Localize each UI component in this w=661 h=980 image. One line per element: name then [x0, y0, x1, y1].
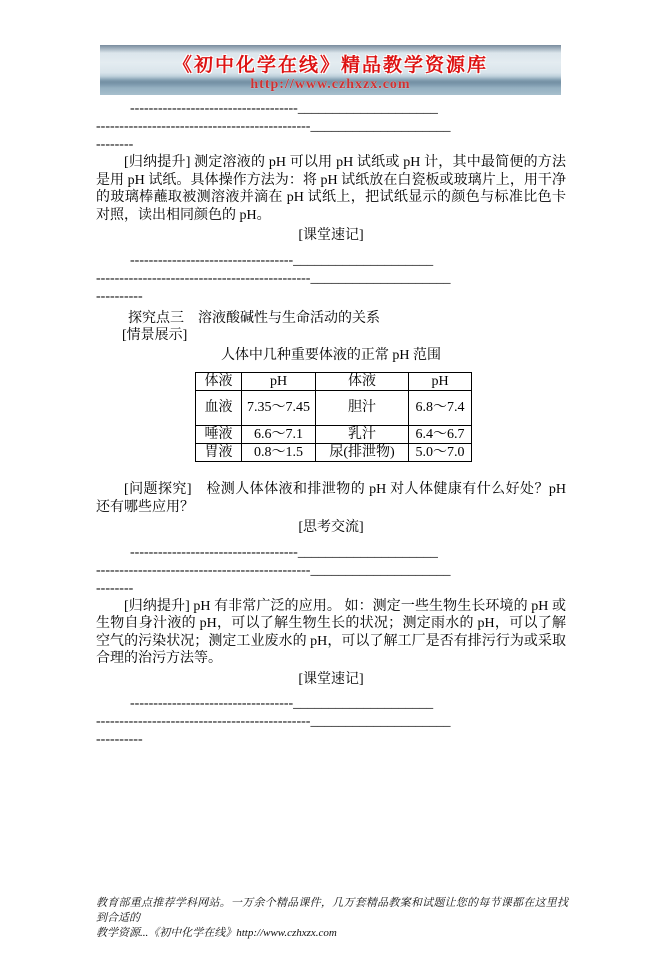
blank-line: ----------------------------------------------____________________ [96, 270, 451, 286]
blank-line: -------- [96, 580, 134, 596]
banner-url-link[interactable]: http://www.czhxzx.com [250, 77, 411, 92]
table-cell: 6.6～7.1 [242, 426, 316, 444]
fill-in-blank-block-1 [96, 100, 566, 154]
blank-line: -------- [96, 137, 134, 152]
footer-promo-text: 教育部重点推荐学科网站。一万余个精品课件，几万套精品教案和试题让您的每节课都在这里找到合适的 [96, 897, 568, 924]
class-notes-label-2: [课堂速记] [298, 671, 364, 687]
blank-line: -----------------------------------____________________ [130, 252, 434, 268]
table-cell: 胆汁 [316, 391, 409, 426]
fill-in-blank-block-4 [96, 695, 566, 749]
blank-line: ---------- [96, 288, 143, 304]
table-cell: 6.8～7.4 [409, 391, 472, 426]
table-cell: 6.4～6.7 [409, 426, 472, 444]
table-row [196, 426, 472, 444]
table-cell: 胃液 [196, 444, 242, 462]
blank-line: ----------------------------------------------____________________ [96, 714, 451, 729]
class-notes-label-1: [课堂速记] [298, 228, 364, 243]
site-banner-image [100, 45, 561, 95]
table-row [196, 444, 472, 462]
table-cell: 尿(排泄物) [316, 444, 409, 462]
blank-line: -----------------------------------____________________ [130, 696, 434, 711]
table-header-cell: pH [409, 373, 472, 391]
table-cell: 0.8～1.5 [242, 444, 316, 462]
body-fluid-ph-table [195, 372, 472, 462]
topic-3-heading: 探究点三 溶液酸碱性与生命活动的关系 [128, 310, 380, 326]
table-cell: 血液 [196, 391, 242, 426]
table-cell: 5.0～7.0 [409, 444, 472, 462]
table-title: 人体中几种重要体液的正常 pH 范围 [220, 347, 442, 363]
think-exchange-label: [思考交流] [298, 520, 364, 535]
table-cell: 唾液 [196, 426, 242, 444]
table-header-cell: 体液 [316, 373, 409, 391]
table-header-row [196, 373, 472, 391]
table-cell: 7.35～7.45 [242, 391, 316, 426]
footer-site-link[interactable]: 教学资源...《初中化学在线》http://www.czhxzx.com [96, 927, 337, 939]
blank-line: ----------------------------------------------____________________ [96, 119, 451, 134]
fill-in-blank-block-3 [96, 544, 566, 598]
summary-paragraph-2: [归纳提升] pH 有非常广泛的应用。 如：测定一些生物生长环境的 pH 或生物自身汁液的 pH，可以了解生物生长的状况；测定雨水的 pH，可以了解空气的污染状况；测定工业废水的 pH，可以了解工厂是否有排污行为或采取合理的治污方法等。 [96, 598, 566, 666]
blank-line: ----------------------------------------------____________________ [96, 562, 451, 578]
table-row [196, 391, 472, 426]
table-cell: 乳汁 [316, 426, 409, 444]
scene-display-label: [情景展示] [122, 328, 188, 343]
table-header-cell: 体液 [196, 373, 242, 391]
question-inquiry-paragraph: [问题探究] 检测人体体液和排泄物的 pH 对人体健康有什么好处？pH 还有哪些应用？ [96, 482, 566, 515]
blank-line: ------------------------------------____________________ [130, 544, 438, 560]
fill-in-blank-block-2 [96, 252, 566, 306]
banner-title: 《初中化学在线》精品教学资源库 [172, 55, 488, 76]
page-content [0, 45, 661, 749]
worksheet-page [0, 45, 661, 980]
table-header-cell: pH [242, 373, 316, 391]
summary-paragraph-1: [归纳提升] 测定溶液的 pH 可以用 pH 试纸或 pH 计，其中最简便的方法是用 pH 试纸。具体操作方法为：将 pH 试纸放在白瓷板或玻璃片上，用干净的玻璃棒蘸取被测溶液并滴在 pH 试纸上，把试纸显示的颜色与标准比色卡对照，读出相同颜色的 pH。 [96, 155, 566, 223]
blank-line: ---------- [96, 732, 143, 747]
page-footer [96, 896, 568, 941]
blank-line: ------------------------------------____________________ [130, 101, 438, 116]
